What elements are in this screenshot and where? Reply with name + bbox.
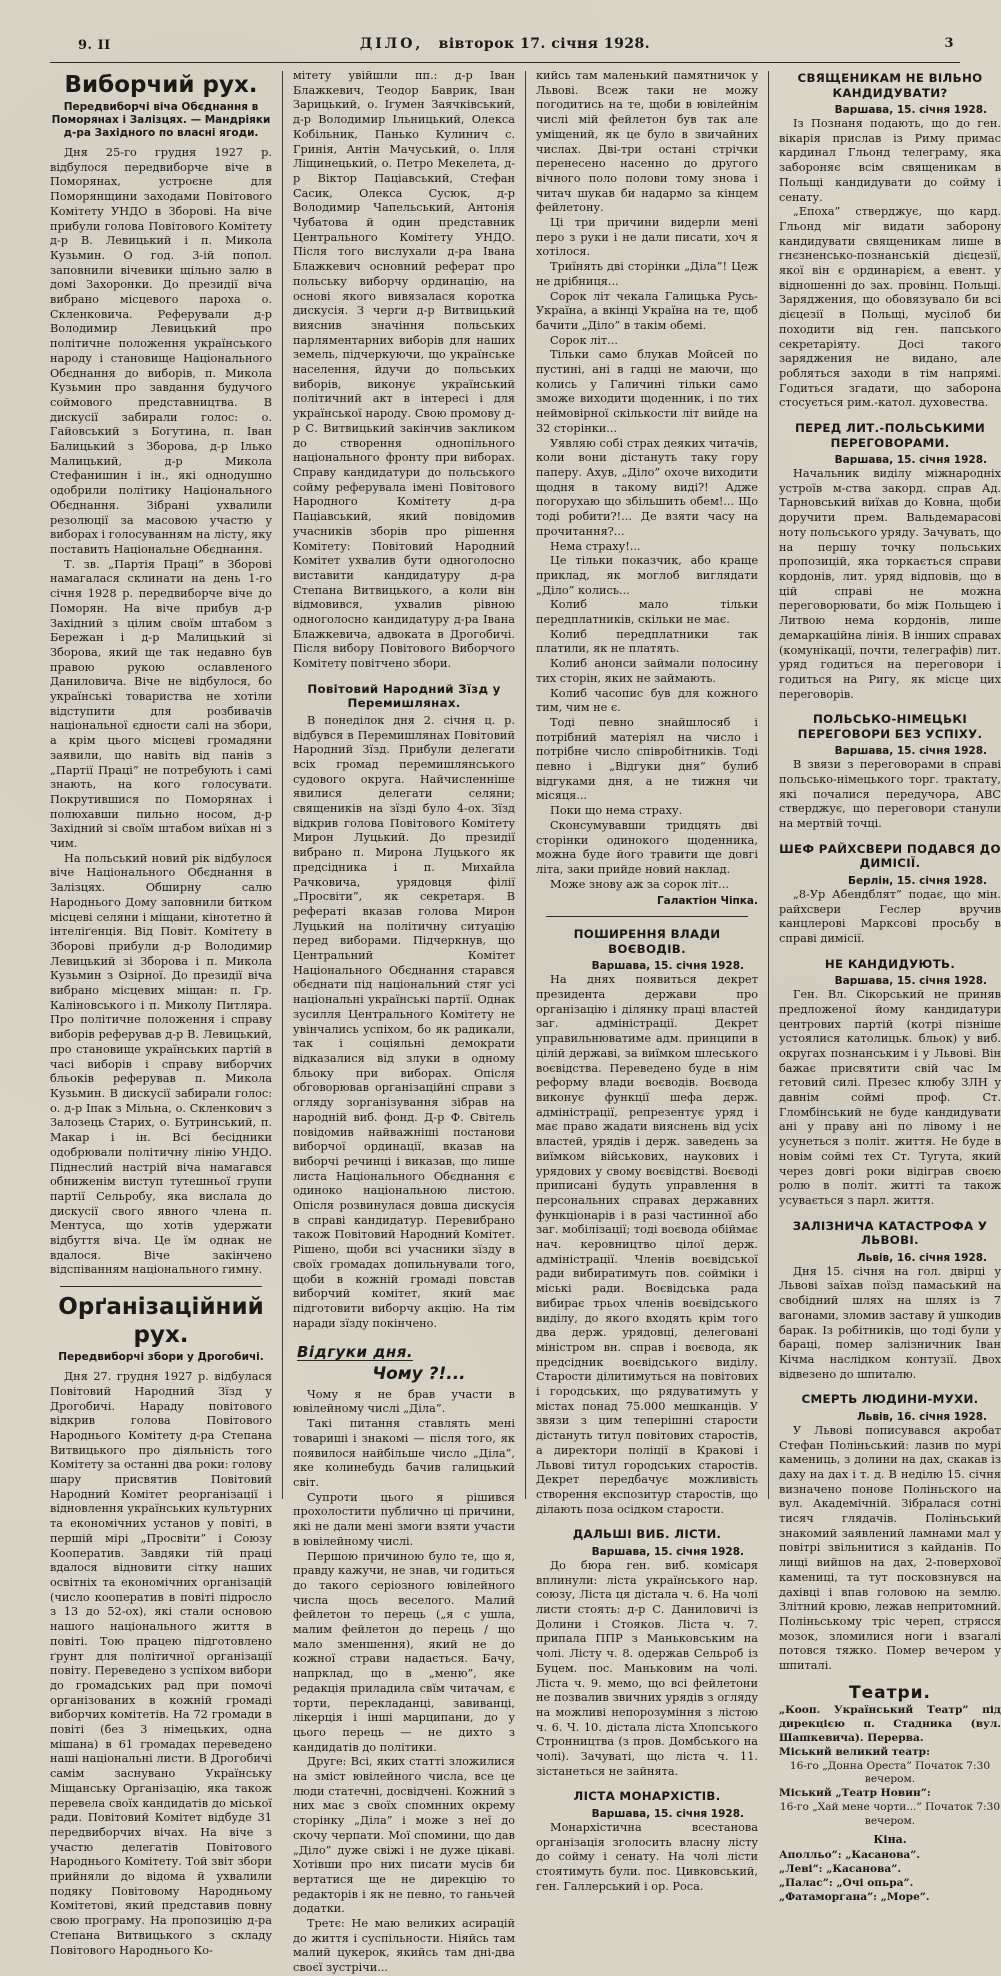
paragraph: кийсь там маленький памятничок у Львові. Всеж таки не можу погодитись на те, щоби в ювілейнім числі мій фейлетон був так але уміщений, як це було в звичайних числах. Дві-три остані стрічки перенесено насенно до другого вічного поло полови тому знова і читач шукав би надармо за кінцем фейлетону. [536,69,758,215]
column-3 [536,69,758,1893]
dateline: Берлін, 15. січня 1928. [848,874,987,887]
paragraph: Поки що нема страху. [550,804,683,818]
column-2 [293,69,515,1975]
paragraph: Колиб мало тільки передплатників, скільки не має. [536,598,758,627]
dateline: Львів, 16. січня 1928. [856,1410,987,1423]
column-4 [779,69,1001,1903]
section-heading: Повітовий Народний Зїзд у Перемишлянах. [307,681,501,711]
paragraph: Сконсумувавши тридцять дві сторінки одинокого щоденника, можна буде його травити ще довгі літа, заки прийде новий наклад. [536,818,758,876]
dateline: Варшава, 15. січня 1928. [591,1807,744,1820]
cinema-listing: „Леві”: „Касанова”. [779,1863,902,1876]
paragraph: Першою причиною було те, що я, правду кажучи, не знав, чи годиться до такого серіозного ювілейного числа щось веселого. Малий фейлетон то перець („я с ушла, малим фейлетон до перець / що мало зменшення), який не до кожної страви надається. Бачу, напрклад, що в „меню”, яке редакція приладила свїм читачам, є торти, перекладанці, завиванці, лікерція і інші марципани, до у цього перець — не дихто з кандидатів до політики. [293,1549,515,1754]
theatre-listing: 16-го „Донна Ореста” Початок 7:30 вечером. [789,1759,991,1786]
column-rule [525,71,526,1499]
paragraph: Нема страху!... [550,539,641,553]
section-heading: НЕ КАНДИДУЮТЬ. [824,956,956,971]
section-heading: ЗАЛІЗНИЧА КАТАСТРОФА У ЛЬВОВІ. [792,1218,988,1248]
paragraph: Колиб часопис був для кожного тим, чим не є. [536,686,758,715]
dateline: Варшава, 15. січня 1928. [591,1545,744,1558]
cinema-heading: Кіна. [873,1832,907,1846]
dateline: Варшава, 15. січня 1928. [591,960,744,973]
column-1 [50,69,272,1957]
paragraph: В звязи з переговорами в справі польсько-німецького торг. трактату, які почалися передучора, АВС стверджує, що переговори станули на мертвій точці. [779,758,1001,831]
theatre-listing: „Кооп. Український Театр” під дирекцією п. Стадника (вул. Шашкевича). Перерва. [779,1704,1001,1745]
dateline: Варшава, 15. січня 1928. [834,454,987,467]
paragraph: мітету увійшли пп.: д-р Іван Блажкевич, Теодор Баврик, Іван Зарицький, о. Ігумен Заячківський, д-р Володимир Ільницький, Олекса Кобільник, Панько Кулинич с. Гринія, Антін Мачуський, о. Ілля Ліщинецький, о. Петро Мекелета, д-р Віктор Паціавський, Стефан Сасик, Олекса Сусюк, д-р Володимир Чапельський, Антонія Чубатова й один представник Центрального Комітету УНДО. Після того вислухали д-ра Івана Блажкевич основний реферат про польську виборчу ординацію, на основі якого вивязалася коротка дискусія. З черги д-р Витвицький вияснив значіння польських парляментарних виборів для наших земель, підчеркуючи, що українське населення, йдучи до польських виборів, виконує український політичний акт в інтересі і для української народу. Свою промову д-р С. Витвицький закінчив закликом до створення однопільного національного фронту при виборах. Справу кандидатури до польського сойму реферувала імені Повітового Народного Комітету д-ра Паціавський, який повідомив учасників зборів про рішення Комітету: Повітовий Народний Комітет ухвалив бути одноголосно виставити кандидатуру д-ра Степана Витвицького, а коли він відмовився, ухвалив рівною одноголосно кандидатуру д-ра Івана Блажкевича, адвоката в Дрогобичі. Після вибору Повітового Виборчого Комітету повітчено збори. [293,69,515,671]
feuilleton-title: Чому ?!... [372,1364,466,1385]
paragraph: Може знову аж за сорок літ... [550,877,729,891]
paragraph: Чому я не брав участи в ювілейному числі „Діла”. [293,1387,515,1416]
dateline: Варшава, 15. січня 1928. [834,745,987,758]
author-signature: Галактіон Чіпка. [656,895,758,908]
issue-number: 9. II [78,38,111,53]
feuilleton-rubric: Відгуки дня. [297,1343,414,1362]
paragraph: Начальник виділу міжнародніх устроїв м-ства закорд. справ Ад. Тарновський виїхав до Ковна, щоби доручити прем. Вальдемарасові ноту польського уряду. Зачувать, що на першу точку польських пропозицій, яка торкається справи кордонів, лит. уряд відповів, що в цій справі не можна переговорювати, бо між Польщею і Литвою нема кордонів, лише демаркаційна лінія. В інших справах (комунікації, почти, телеграфів) лит. уряд годиться на переговори і годиться на Ригу, як місце цих переговорів. [779,467,1001,701]
paragraph: Триїнять дві сторінки „Діла”! Цеж не дрібниця... [536,260,758,288]
paragraph: У Львові пописувався акробат Стефан Поліньський: лазив по мурі камениць, з долини на дах, скакав із даху на дах і т. д. В неділю 15. січня визначено понове Поліньского на вул. Академічній. Зібралася сотні тисяч глядачів. Поліньський знакомий заявлений ламнами мал у повітрі звільнитися з кайданів. По лищі вийшов на дах, 2-поверхової камениці, та тут посковзнувся на дахівці і впав головою на землю. Злітний кровю, лежав непритомний. Поліньському тріс череп, стрясся мозок, зломилися ноги і взагалі потовся тяжко. Помер вечером у шпиталі. [779,1423,1001,1673]
paragraph: Дня 27. грудня 1927 р. відбулася Повітовий Народний Зїзд у Дрогобичі. Нараду повітового відкрив голова Повітового Народнього Комітету д-ра Степана Витвицького про діяльність того Комітету за останні два роки: голову шару присвятив Повітовий Народний Комітет реорганізації і відновлення українських культурних та економічних установ у повіті, в першій мірі „Просвіти” і Союзу Кооператив. Завдяки тій праці вдалося відновити сітку наших освітніх та економічних організацій (число кооператив в повіті підросло з 13 до 52-ох), які стали основою нашого національного життя в повіті. Тою працею підготовлено ґрунт для політичної організації повіту. Переведено з успіхом вибори до громадських рад при помочі організованих в кожній громаді виборчих комітетів. На 72 громади в повіті (без 3 німецьких, одна мішана) в 61 громадах переведено наші національні листи. В Дрогобичі самім заснувано Українську Міщанську Організацію, яка також перевела своїх кандидатів до міської ради. Повітовий Комітет відбуде 31 передвиборчих вічах. На віче з участю делегатів Повітового Народнього Комітету. Той звіт збори прийняли до відома й ухвалили подяку Повітовому Народньому Комітетові, який представив повну свою програму. На пропозицію д-ра Степана Витвицького з складу Повітового Народнього Ко- [50,1370,272,1957]
divider [60,1286,262,1287]
paragraph: Колиб анонси займали полосину тих сторін, яких не займають. [536,657,758,685]
paragraph: Дня 15. січня на гол. двірці у Львові заїхав поїзд памаський на свобідний шлях на шлях із 7 вагонами, зломив заставу й ушкодив барак. Із робітників, що тоді були у бараці, помер залізничник Іван Кічма наслідком контузії. Двох відвезено до шпиталю. [779,1264,1001,1381]
section-heading: ПЕРЕД ЛИТ.-ПОЛЬСЬКИМИ ПЕРЕГОВОРАМИ. [794,421,986,450]
paragraph: Третє: Не маю великих асирацій до життя і суспільности. Ніяйсь там малий цукерок, якийсь там дні-два своєї зустрічи... [293,1917,515,1975]
section-heading: ЛІСТА МОНАРХІСТІВ. [573,1789,721,1804]
paragraph: Тільки само блукав Мойсей по пустині, ані в гадці не маючи, що колись у Галичині тільки само зможе виходити щоденник, і по тих неймовірної скількости літ вийде на 32 сторінки... [536,348,758,435]
column-rule [768,71,769,1499]
theatre-listing: 16-го „Хай мене чорти...” Початок 7:30 вечером. [779,1801,1001,1827]
cinema-listing: Аполльо”: „Касанова”. [779,1849,921,1862]
newspaper-title: ДІЛО, [359,36,424,52]
paragraph: Тоді певно знайшлосяб і потрібний матеріял на число і потрібне число співробітників. Тоді певно і „Відгуки дня” булиб відгуками дня, а не тижня чи місяця... [536,715,758,803]
section-heading: ШЕФ РАЙХСВЕРИ ПОДАВСЯ ДО ДИМІСІЇ. [779,841,1001,871]
dateline: Варшава, 15. січня 1928. [834,104,987,116]
masthead [50,34,960,63]
paragraph: Із Познаня подають, що до ген. вікарія прислав із Риму примас кардинал Гльонд телеграму, яка забороняє всім священикам в Польщі кандидувати до сойму і сенату. [779,117,1001,204]
section-heading: ПОШИРЕННЯ ВЛАДИ ВОЄВОДІВ. [573,927,721,956]
column-rule [282,71,283,1499]
theatre-heading: Театри. [849,1682,931,1703]
paragraph: Це тільки показчик, або краще приклад, як моглоб виглядати „Діло” колись... [536,554,758,597]
divider [546,916,748,917]
cinema-listing: „Палас”: „Очі опьра”. [779,1876,914,1889]
masthead-center [50,36,960,52]
paragraph: В понеділок дня 2. січня ц. р. відбувся в Перемишлянах Повітовий Народний Зїзд. Прибули делегати всіх громад перемишлянського судового округа. Найчисленніше явилися делегати селяни; священиків на зїзді було 4-ох. Зїзд відкрив голова Повітового Комітету Мирон Луцький. До президії вибрано п. Мирона Луцького як предсідника і п. Михайла Рачковича, урядовця філії „Просвіти”, як секретаря. В рефераті вказав голова Мирон Луцький на політичну ситуацію перед виборами. Підчеркнув, що Центральний Комітет Національного Обєднання старався обєднати під національний стяг усі національні українські партії. Однак зусилля Центрального Комітету не увінчались успіхом, бо як радикали, так і соціяльні демократи відказалися від злуки в одному бльоку при виборах. Опісля обговорював організаційні справи з огляду зорганізування зібрав на народній виб. фонд. Д-р Ф. Світель повідомив найважніші постанови виборчої ординації, вказав на виборчі речинці і виказав, що лише листа Національного Обєднання є одиноко національною листою. Опісля розвинулася довша дискусія в справі кандидатур. Перевибрано також Повітовий Народний Комітет. Рішено, щоби всі учасники зїзду в своїх громадах допильнували того, щоби в кожній громаді повстав виборчий комітет, який має підготовити виборчу акцію. На тім наради зїзду покінчено. [293,713,515,1330]
headline-election-movement: Виборчий рух. [64,72,258,98]
paragraph: Дня 25-го грудня 1927 р. відбулося передвиборче віче в Поморянах, устроєне для Поморянщини заходами Повітового Комітету УНДО в Зборові. На віче прибули голова Повітового Комітету д-р В. Левицький і п. Микола Кузьмин. О год. 3-ій попол. заповнили вічевики щільно залю в домі Захоронки. До президії віча вибрано місцевого пароха о. Скленковича. Реферували д-р Володимир Левицький про політичне положення українського народу і становище Національного Обєднання до виборів, п. Микола Кузьмин про завдання будучого соймового представництва. В дискусії забирали голос: о. Гайовський з Богутина, п. Іван Балицький з Зборова, д-р Ілько Малицький, д-р Микола Стефанишин і ін., які однодушно одобрили політику Національного Обєднання. Зібрані ухвалили резолюції за масовою участю у виборах і голосуванням на лісту, яку поставить Національне Обєднання. [50,146,272,556]
paragraph: Ці три причини видерли мені перо з руки і не дали писати, хоч я хотілося. [536,216,758,259]
cinema-listing: „Фатаморгана”: „Море”. [779,1890,930,1903]
paragraph: Колиб передплатники так платили, як не платять. [536,627,758,656]
paragraph: „Епоха” стверджує, що кард. Гльонд міг видати заборону кандидувати священикам лише в гнєзненсько-познанській дієцезії, якої він є ординарієм, а евент. у відношенні до зах. провінц. Польщі. Заряджения, що обовязувало би всі дієцезії в Польщі, мусілоб би походити від ген. папського секретаріяту. Досі такого заряджения не видано, але робляться заходи в тім напрямі. Годиться згадати, що заборона стосується рим.-катол. духовества. [779,205,1001,410]
paragraph: Монархістична всестанова організація зголосить власну лісту до сойму і сенату. На чолі лісти стоятимуть були. пос. Цивковський, ген. Галлерський і ор. Роса. [536,1820,758,1893]
section-heading: ПОЛЬСЬКО-НІМЕЦЬКІ ПЕРЕГОВОРИ БЕЗ УСПІХУ. [797,712,983,741]
issue-date: вівторок 17. січня 1928. [438,36,651,52]
paragraph: Ген. Вл. Сікорський не приняв предложеної йому кандидатури центрових партій (котрі пізніше устоялися католицьк. бльок) у виб. округах познанським і у Львові. Він бажає присвятити свій час Ім гетовий силі. Презес клюбу ЗЛН у давнім соймі проф. Ст. Гломбінський не буде кандидувати ані у праву ані по лівому і не усунеться з політ. життя. Не буде в новім соймі тех Ст. Тугута, який через довгі роки відіграв своєю ролю в політ. житті та також усувається з парл. життя. [779,988,1001,1207]
paragraph: Сорок літ чекала Галицька Русь-Україна, а вкінці Україна на те, щоб бачити „Діло” в такім обемі. [536,289,758,332]
page-number: 3 [944,36,954,51]
paragraph: На днях появиться декрет президента держави про організацію і ділянку праці властей заг. адміністрації. Декрет управильнюватиме адм. принципи в цілій державі, за виїмком шлеського воєвідства. Переведено буде в нім реформу влади воєводів. Воєвода виконує функції шефа держ. адміністрації, репрезентує уряд і має право жадати вияснень від усіх властей, урядів і держ. заведень за виїмком військових, наукових і урядових у свому воєвідстві. Воєводі приписані будуть управлення в персональних справах державних функціонарів і в разі частинної або заг. мобілізації; тоді воєвода обіймає нач. керовництво цілої держ. адміністрації. Членів воєвідської ради вибиратимуть пов. сойміки і міські ради. Воєвідська рада вибирає трьох членів воєвідського виділу, до якого входять крім того два держ. урядовці, делеговані міністром вн. справ і воєвода, як предсідник воєвідського виділу. Старости ділитимуться на повітових і городських, що рядуватимуть у містах понад 75.000 мешканців. У звязи з цим теперішні старости дістануть титул повітових старостів, а директори поліції в Кракові і Львові титул городських старостів. Декрет передбачує можливість створення експозитур старостів, що ділають поза осідком старости. [536,973,758,1516]
paragraph: Т. зв. „Партія Праці” в Зборові намагалася склинати на день 1-го січня 1928 р. передвиборче віче до Поморян. На віче прибув д-р Західний з цілим своїм штабом з Бережан і д-р Малицький зі Зборова, який ще так недавно був правою рукою ославленого Даниловича. Віче не відбулося, бо українські товариства не хотіли відступити для розбивачів національної єдности салі на збори, а крім цього місцеві громадяни заявили, що навіть від панів з „Партії Праці” не потребують і самі знають, на кого голосувати. Покрутившися по Поморянах і полюхавши пильно носом, д-р Західний зі своїм штабом виїхав ні з чим. [50,557,272,851]
theatre-listing: Міський „Театр Новин”: [779,1787,931,1800]
dateline: Варшава, 15. січня 1928. [834,975,987,988]
subheadline: Передвиборчі віча Обєднання в Поморянах і Залізцях. — Мандріяки д-ра Західного по власні ягоди. [51,101,271,139]
paragraph: „8-Ур Абендблят” подає, що мін. райхсвери Геслер вручив канцлерові Марксові просьбу в справі димісії. [779,887,1001,945]
section-heading: ДАЛЬШІ ВИБ. ЛІСТИ. [572,1527,722,1542]
paragraph: Друге: Всі, яких статті зложилися на зміст ювілейного числа, все це люди статечні, досвідчені. Кожний з них має з своїх спомнних окрему сторінку „Діла” і може з неї до скочу черпати. Мої спомини, що дав „Діло” дуже свіжі і не дуже цікаві. Хотівши про них писати мусів би вертатися ще не дирекцію то редакторів і як не певно, то ганьчей додатки. [293,1755,515,1916]
theatre-listing: Міський великий театр: [779,1745,930,1758]
paragraph: До бюра ген. виб. комісаря вплинули: ліста українського нар. союзу, Ліста ця дістала ч. 6. На чолі листи стоять: д-р С. Даниловичі із Долини і Стояков. Ліста ч. 7. припала ППР з Маньковським на чолі. Лісту ч. 8. одержав Сельроб із Буцем. пос. Маньковим на чолі. Ліста ч. 9. мемо, що всі фейлетони не позвалив звичних урядів з огляду на можливі непорозуміння з лістою ч. 6. Ч. 10. дістала ліста Хлопського Стронництва (з пров. Домбського на чолі). Зачуваті, що ліста ч. 11. зістанеться не зайнята. [536,1558,758,1778]
section-heading: СМЕРТЬ ЛЮДИНИ-МУХИ. [801,1392,979,1407]
paragraph: На польський новий рік відбулося віче Національного Обєднання в Залізцях. Обширну салю Народнього Дому заповнили битком місцеві селяни і міщани, кінотетно й інтеліґенція. Від Повіт. Комітету в Зборові прибули д-р Володимир Левицький зі Зборова і п. Микола Кузьмин з Озірної. До президії віча вибрано місцевих міщан: п. Гр. Каліновського і п. Миколу Питляра. Про політичне положення і справу виборів реферував д-р В. Левицький, про становище українських партій в часі виборів і справу виборчих бльоків реферував п. Микола Кузьмин. В дискусії забирали голос: о. д-р Іпак з Мільна, о. Скленкович з Залозець Старих, о. Бутринський, п. Макар і ін. Всі бесідники одобрювали політичну лінію УНДО. Піднеслий настрій віча намагався обниженім виступ тутешньої групи партії Сельробу, яка вислала до дискусії свого явного члена п. Ментуса, що хотів удержати відбуття віча. Це їм однак не вдалося. Віче закінчено відспіванням національного гимну. [50,851,272,1277]
paragraph: Супроти цього я рішився прохолостити публично ці причини, які не дали мені змоги взяти участи в ювілейному числі. [293,1490,515,1548]
subheadline: Передвиборчі збори у Дрогобичі. [58,1351,264,1364]
paragraph: Сорок літ... [550,333,618,347]
section-heading: СВЯЩЕНИКАМ НЕ ВІЛЬНО КАНДИДУВАТИ? [797,71,983,100]
columns [50,69,1001,1975]
paragraph: Такі питання ставлять мені товариші і знакомі — після того, як появилося найбільше число „Діла”, яке колинебудь бачив галицький світ. [293,1417,515,1489]
headline-organization-movement: Орґанізаційний рух. [58,1294,264,1349]
paragraph: Уявляю собі страх деяких читачів, коли вони дістануть таку гору паперу. Ахув, „Діло” охоче виходити щодня в такому виді?! Адже погорухаю що збільшить обем!... Що тоді робити?!... Де взяти часу на прочитання?... [536,436,758,538]
dateline: Львів, 16. січня 1928. [856,1251,987,1264]
